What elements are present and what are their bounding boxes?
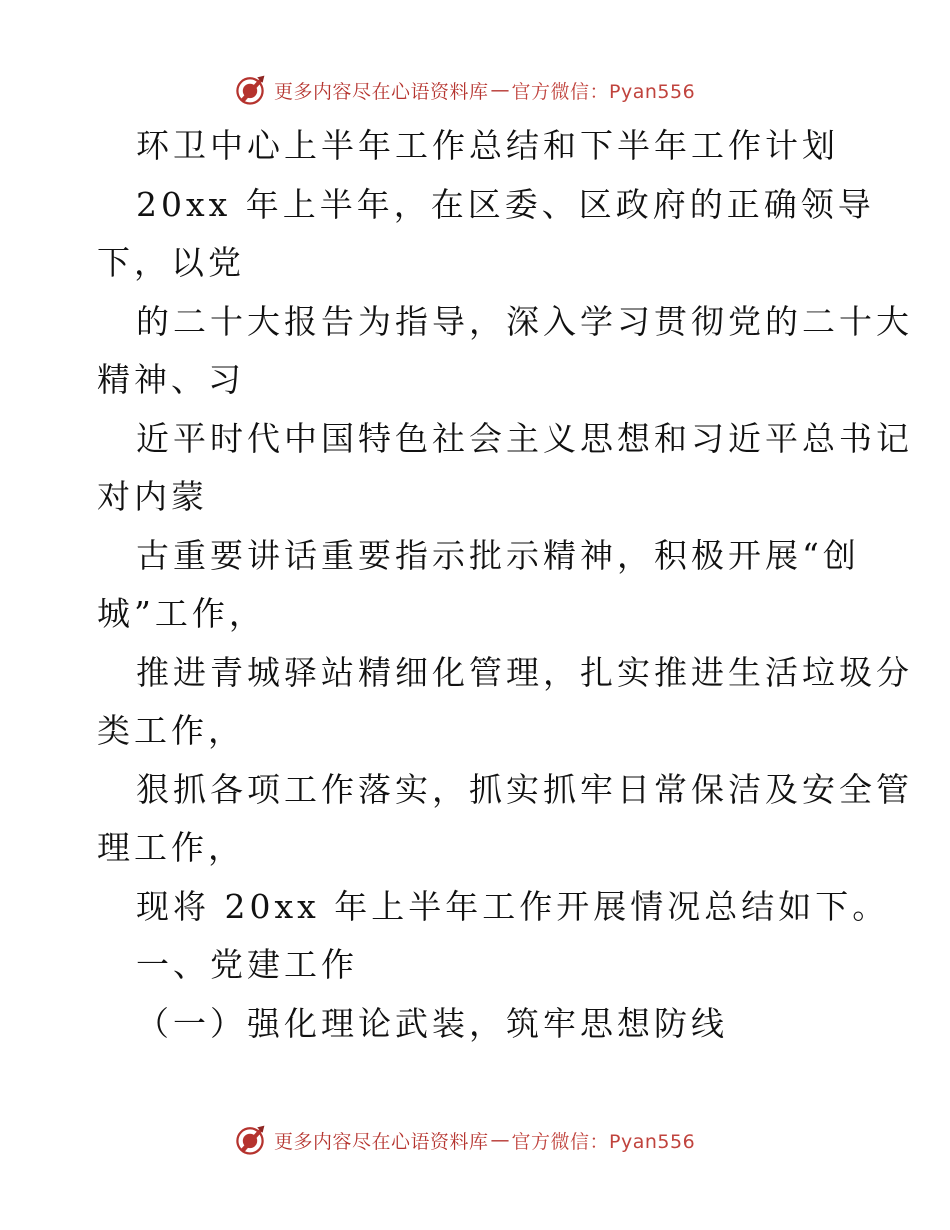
paragraph-line: 现将 20xx 年上半年工作开展情况总结如下。 xyxy=(136,887,890,926)
watermark-separator: — xyxy=(490,1129,510,1151)
watermark-separator: — xyxy=(490,79,510,101)
footer-watermark xyxy=(232,1120,695,1160)
paragraph-line: 古重要讲话重要指示批示精神，积极开展“创 xyxy=(136,536,860,575)
paragraph-line: 下，以党 xyxy=(97,243,245,282)
paragraph-line: 推进青城驿站精细化管理，扎实推进生活垃圾分 xyxy=(136,653,913,692)
paragraph-line: 精神、习 xyxy=(97,360,245,399)
paragraph-line: 近平时代中国特色社会主义思想和习近平总书记 xyxy=(136,419,913,458)
document-title: 环卫中心上半年工作总结和下半年工作计划 xyxy=(136,126,839,165)
paragraph-line: 对内蒙 xyxy=(97,477,208,516)
watermark-wechat: 官方微信：Pyan556 xyxy=(511,1130,696,1153)
paragraph-line: 城”工作， xyxy=(97,594,266,633)
watermark-text: 更多内容尽在心语资料库 xyxy=(274,80,489,103)
watermark-text: 更多内容尽在心语资料库 xyxy=(274,1130,489,1153)
watermark-wechat: 官方微信：Pyan556 xyxy=(511,80,696,103)
paragraph-line: 20xx 年上半年，在区委、区政府的正确领导 xyxy=(136,185,875,224)
quill-seal-icon xyxy=(232,72,268,108)
section-heading: 一、党建工作 xyxy=(136,945,358,984)
paragraph-line: 理工作， xyxy=(97,828,245,867)
quill-seal-icon xyxy=(232,1122,268,1158)
subsection-heading: （一）强化理论武装，筑牢思想防线 xyxy=(136,1004,728,1043)
paragraph-line: 狠抓各项工作落实，抓实抓牢日常保洁及安全管 xyxy=(136,770,913,809)
header-watermark xyxy=(232,70,695,110)
paragraph-line: 的二十大报告为指导，深入学习贯彻党的二十大 xyxy=(136,302,913,341)
paragraph-line: 类工作， xyxy=(97,711,245,750)
